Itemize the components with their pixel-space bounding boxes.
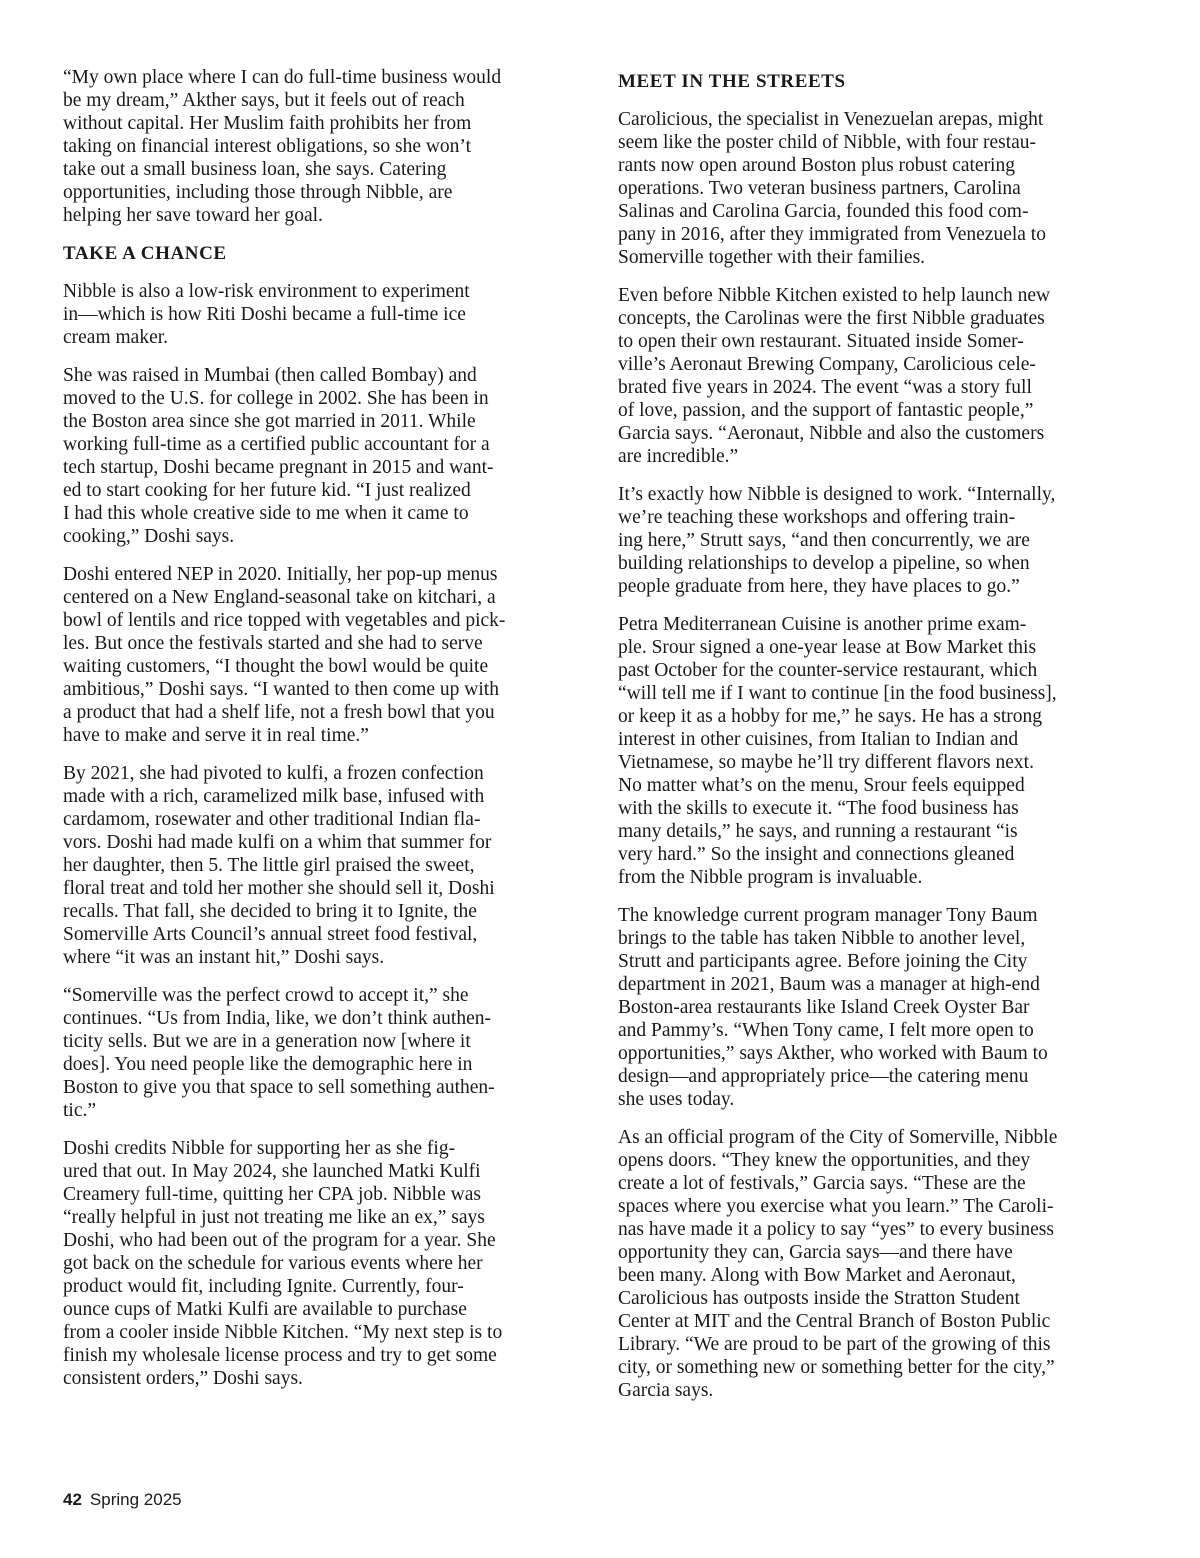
left-column: [63, 66, 569, 1405]
paragraph-official-program: As an official program of the City of Somerville, Nibble opens doors. “They knew the opportunities, and they create a lot of festivals,” Garcia says. “These are the spaces where you exercise what you learn.” The Caroli- nas have made it a policy to say “yes” to every business opportunity they can, Garcia says—and there have been many. Along with Bow Market and Aeronaut, Carolicious has outposts inside the Stratton Student Center at MIT and the Central Branch of Boston Public Library. “We are proud to be part of the growing of this city, or something new or something better for the city,” Garcia says.: [618, 1127, 1058, 1401]
paragraph-doshi-background: She was raised in Mumbai (then called Bombay) and moved to the U.S. for college in 2002. She has been in the Boston area since she got married in 2011. While working full-time as a certified public accountant for a tech startup, Doshi became pregnant in 2015 and want- ed to start cooking for her future kid. “I just realized I had this whole creative side to me when it came to cooking,” Doshi says.: [63, 365, 494, 547]
paragraph-low-risk: Nibble is also a low-risk environment to experiment in—which is how Riti Doshi became a full-time ice cream maker.: [63, 281, 470, 348]
paragraph-petra: Petra Mediterranean Cuisine is another prime exam- ple. Srour signed a one-year lease at Bow Market this past October for the counter-service restaurant, which “will tell me if I want to continue [in the food business], or keep it as a hobby for me,” he says. He has a strong interest in other cuisines, from Italian to Indian and Vietnamese, so maybe he’ll try different flavors next. No matter what’s on the menu, Srour feels equipped with the skills to execute it. “The food business has many details,” he says, and running a restaurant “is very hard.” So the insight and connections gleaned from the Nibble program is invaluable.: [618, 614, 1057, 888]
paragraph-akther-dream: “My own place where I can do full-time business would be my dream,” Akther says, but it feels out of reach without capital. Her Muslim faith prohibits her from taking on financial interest obligations, so she won’t take out a small business loan, she says. Catering opportunities, including those through Nibble, are helping her save toward her goal.: [63, 67, 502, 226]
paragraph-tony-baum: The knowledge current program manager Tony Baum brings to the table has taken Nibble to another level, Strutt and participants agree. Before joining the City department in 2021, Baum was a manager at high-end Boston-area restaurants like Island Creek Oyster Bar and Pammy’s. “When Tony came, I felt more open to opportunities,” says Akther, who worked with Baum to design—and appropriately price—the catering menu she uses today.: [618, 905, 1048, 1110]
paragraph-carolicious: Carolicious, the specialist in Venezuelan arepas, might seem like the poster child of Nibble, with four restau- rants now open around Boston plus robust catering operations. Two veteran business partners, Carolina Salinas and Carolina Garcia, founded this food com- pany in 2016, after they immigrated from Venezuela to Somerville together with their families.: [618, 109, 1046, 268]
paragraph-kulfi-pivot: By 2021, she had pivoted to kulfi, a frozen confection made with a rich, caramelized milk base, infused with cardamom, rosewater and other traditional Indian fla- vors. Doshi had made kulfi on a whim that summer for her daughter, then 5. The little girl praised the sweet, floral treat and told her mother she should sell it, Doshi recalls. That fall, she decided to bring it to Ignite, the Somerville Arts Council’s annual street food festival, where “it was an instant hit,” Doshi says.: [63, 763, 495, 968]
paragraph-nibble-design: It’s exactly how Nibble is designed to work. “Internally, we’re teaching these workshops and offering train- ing here,” Strutt says, “and then concurrently, we are building relationships to develop a pipeline, so when people graduate from here, they have places to go.”: [618, 484, 1056, 597]
section-heading-meet-in-the-streets: MEET IN THE STREETS: [618, 71, 846, 92]
issue-label: Spring 2025: [89, 1490, 182, 1509]
paragraph-somerville-crowd: “Somerville was the perfect crowd to accept it,” she continues. “Us from India, like, we don’t think authen- ticity sells. But we are in a generation now [where it does]. You need people like the demographic here in Boston to give you that space to sell something authen- tic.”: [63, 985, 495, 1121]
paragraph-carolinas-graduates: Even before Nibble Kitchen existed to help launch new concepts, the Carolinas were the first Nibble graduates to open their own restaurant. Situated inside Somer- ville’s Aeronaut Brewing Company, Carolicious cele- brated five years in 2024. The event “was a story full of love, passion, and the support of fantastic people,” Garcia says. “Aeronaut, Nibble and also the customers are incredible.”: [618, 285, 1051, 467]
paragraph-doshi-nep: Doshi entered NEP in 2020. Initially, her pop-up menus centered on a New England-seasonal take on kitchari, a bowl of lentils and rice topped with vegetables and pick- les. But once the festivals started and she had to serve waiting customers, “I thought the bowl would be quite ambitious,” Doshi says. “I wanted to then come up with a product that had a shelf life, not a fresh bowl that you have to make and serve it in real time.”: [63, 564, 506, 746]
page-number: 42: [63, 1490, 82, 1509]
page-footer: [63, 1489, 182, 1511]
section-heading-take-a-chance: TAKE A CHANCE: [63, 243, 227, 264]
right-column: [618, 66, 1128, 1417]
paragraph-matki-kulfi: Doshi credits Nibble for supporting her as she fig- ured that out. In May 2024, she launched Matki Kulfi Creamery full-time, quitting her CPA job. Nibble was “really helpful in just not treating me like an ex,” says Doshi, who had been out of the program for a year. She got back on the schedule for various events where her product would fit, including Ignite. Currently, four- ounce cups of Matki Kulfi are available to purchase from a cooler inside Nibble Kitchen. “My next step is to finish my wholesale license process and try to get some consistent orders,” Doshi says.: [63, 1138, 503, 1389]
